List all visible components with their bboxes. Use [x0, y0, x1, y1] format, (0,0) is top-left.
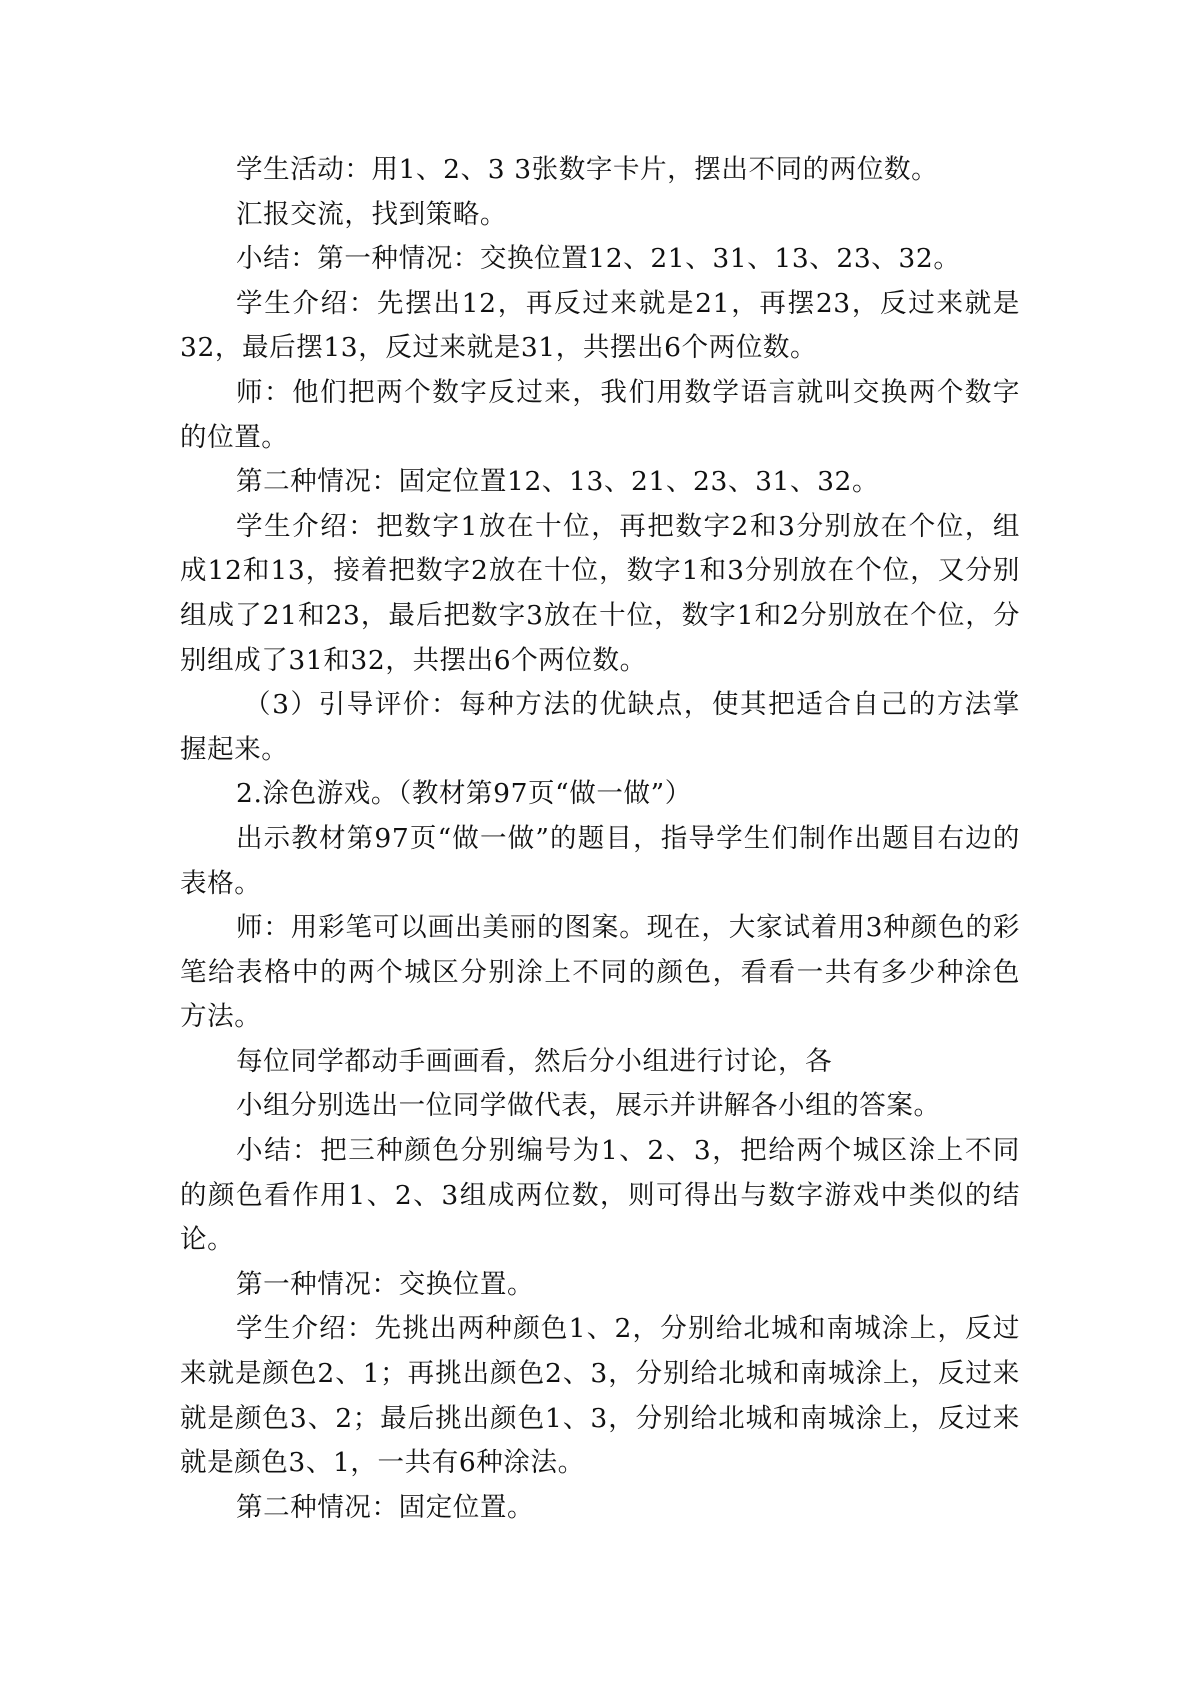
paragraph-report-exchange: 汇报交流，找到策略。 — [236, 198, 507, 230]
paragraph-student-intro-two: 学生介绍：把数字1放在十位，再把数字2和3分别放在个位，组成12和13，接着把数字2放在十位，数字1和3分别放在个位，又分别组成了21和23，最后把数字3放在十位，数字1和2分别放在个位，分别组成了31和32，共摆出6个两位数。 — [180, 510, 1020, 676]
paragraph-summary-colors: 小结：把三种颜色分别编号为1、2、3，把给两个城区涂上不同的颜色看作用1、2、3组成两位数，则可得出与数字游戏中类似的结论。 — [180, 1135, 1020, 1256]
paragraph-summary-case-one: 小结：第一种情况：交换位置12、21、31、13、23、32。 — [236, 243, 961, 275]
paragraph-color-case-one: 第一种情况：交换位置。 — [236, 1268, 535, 1300]
paragraph-case-two: 第二种情况：固定位置12、13、21、23、31、32。 — [236, 466, 880, 498]
paragraph-teacher-swap: 师：他们把两个数字反过来，我们用数学语言就叫交换两个数字的位置。 — [180, 376, 1020, 453]
paragraph-group-representative: 小组分别选出一位同学做代表，展示并讲解各小组的答案。 — [236, 1090, 941, 1122]
paragraph-show-exercise: 出示教材第97页“做一做”的题目，指导学生们制作出题目右边的表格。 — [180, 822, 1020, 899]
paragraph-student-intro-colors: 学生介绍：先挑出两种颜色1、2，分别给北城和南城涂上，反过来就是颜色2、1；再挑出颜色2、3，分别给北城和南城涂上，反过来就是颜色3、2；最后挑出颜色1、3，分别给北城和南城涂上，反过来就是颜色3、1，一共有6种涂法。 — [180, 1313, 1020, 1479]
document-body — [180, 148, 1020, 1530]
paragraph-hands-on: 每位同学都动手画画看，然后分小组进行讨论，各 — [236, 1045, 833, 1077]
paragraph-coloring-game: 2.涂色游戏。（教材第97页“做一做”） — [236, 778, 692, 810]
paragraph-teacher-colors: 师：用彩笔可以画出美丽的图案。现在，大家试着用3种颜色的彩笔给表格中的两个城区分别涂上不同的颜色，看看一共有多少种涂色方法。 — [180, 912, 1020, 1033]
paragraph-student-activity: 学生活动：用1、2、3 3张数字卡片，摆出不同的两位数。 — [236, 154, 939, 185]
paragraph-student-intro-one: 学生介绍：先摆出12，再反过来就是21，再摆23，反过来就是32，最后摆13，反过来就是31，共摆出6个两位数。 — [180, 287, 1020, 364]
paragraph-guided-evaluation: （3）引导评价：每种方法的优缺点，使其把适合自己的方法掌握起来。 — [180, 689, 1020, 765]
paragraph-color-case-two: 第二种情况：固定位置。 — [236, 1491, 535, 1523]
